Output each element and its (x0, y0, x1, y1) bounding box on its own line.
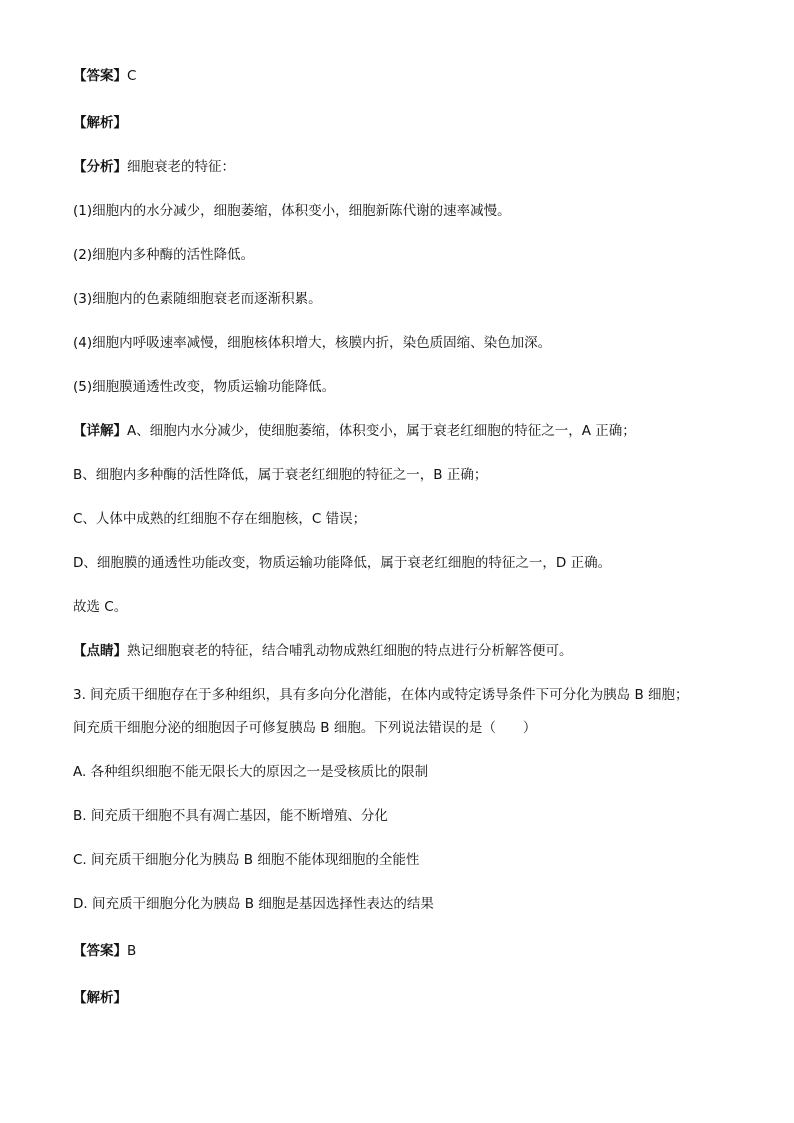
detail-line-b: B、细胞内多种酶的活性降低，属于衰老红细胞的特征之一，B 正确； (73, 467, 488, 483)
answer-line (73, 66, 754, 86)
detail-tag: 【详解】 (73, 423, 127, 439)
answer-tag-2: 【答案】 (73, 943, 127, 959)
fenxi-line: 【分析】细胞衰老的特征： (73, 159, 235, 175)
conclusion-line: 故选 C。 (73, 599, 128, 615)
answer-tag: 【答案】 (73, 68, 127, 84)
feature-item-5: (5)细胞膜通透性改变，物质运输功能降低。 (73, 379, 336, 395)
option-d: D. 间充质干细胞分化为胰岛 B 细胞是基因选择性表达的结果 (73, 896, 434, 912)
feature-item-1: (1)细胞内的水分减少，细胞萎缩，体积变小，细胞新陈代谢的速率减慢。 (73, 203, 511, 219)
option-c: C. 间充质干细胞分化为胰岛 B 细胞不能体现细胞的全能性 (73, 852, 420, 868)
fenxi-tag: 【分析】 (73, 159, 127, 175)
option-a: A. 各种组织细胞不能无限长大的原因之一是受核质比的限制 (73, 764, 429, 780)
option-b: B. 间充质干细胞不具有凋亡基因，能不断增殖、分化 (73, 808, 388, 824)
detail-line-a: 【详解】A、细胞内水分减少，使细胞萎缩，体积变小，属于衰老红细胞的特征之一，A 正确； (73, 423, 636, 439)
answer-line-2 (73, 941, 754, 961)
detail-line-d: D、细胞膜的通透性功能改变，物质运输功能降低，属于衰老红细胞的特征之一，D 正确。 (73, 555, 612, 571)
feature-item-3: (3)细胞内的色素随细胞衰老而逐渐积累。 (73, 291, 322, 307)
key-point-line: 【点睛】熟记细胞衰老的特征，结合哺乳动物成熟红细胞的特点进行分析解答便可。 (73, 643, 573, 659)
question-3-line-1: 3. 间充质干细胞存在于多种组织，具有多向分化潜能，在体内或特定诱导条件下可分化为胰岛 B 细胞； (73, 687, 689, 703)
analysis-heading (73, 113, 754, 133)
feature-item-4: (4)细胞内呼吸速率减慢，细胞核体积增大，核膜内折，染色质固缩、染色加深。 (73, 335, 552, 351)
answer-value-2: B (127, 943, 137, 959)
analysis-tag-2: 【解析】 (73, 990, 127, 1006)
answer-value: C (127, 68, 137, 84)
key-point-tag: 【点睛】 (73, 643, 127, 659)
analysis-tag: 【解析】 (73, 115, 127, 131)
question-3-line-2: 间充质干细胞分泌的细胞因子可修复胰岛 B 细胞。下列说法错误的是（ ） (73, 720, 537, 736)
detail-line-c: C、人体中成熟的红细胞不存在细胞核，C 错误； (73, 511, 367, 527)
feature-item-2: (2)细胞内多种酶的活性降低。 (73, 247, 255, 263)
analysis-heading-2 (73, 988, 754, 1008)
